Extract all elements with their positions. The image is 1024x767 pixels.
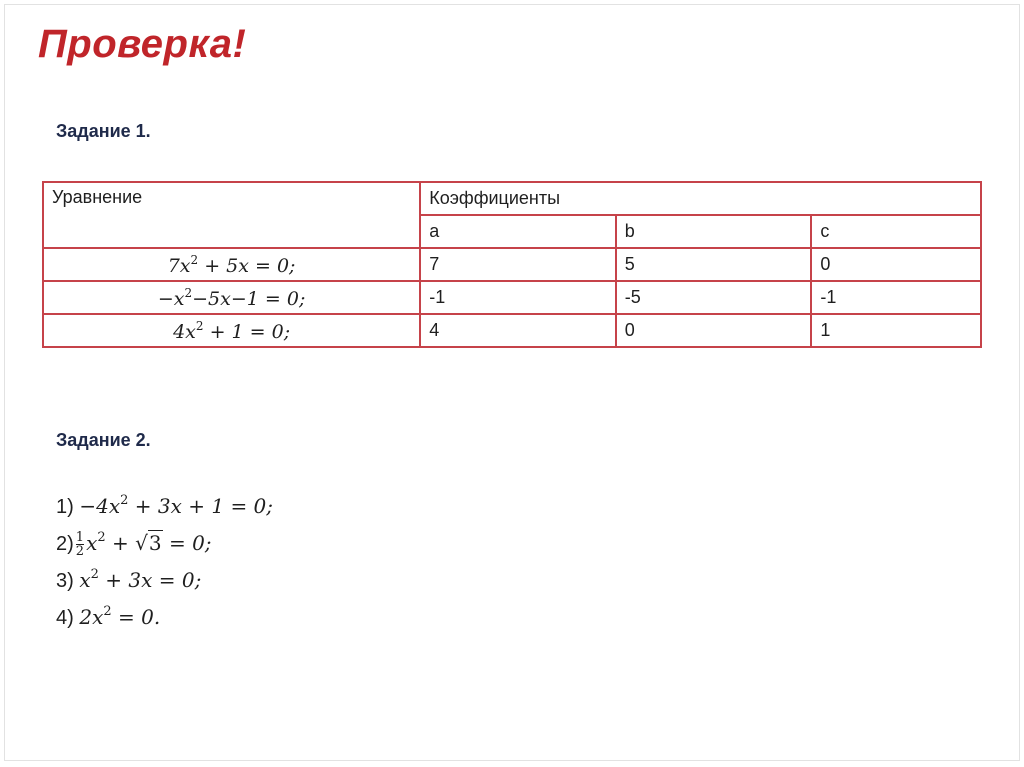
header-c: c [811, 215, 981, 248]
square-root: √3 [135, 531, 162, 555]
list-item [56, 484, 273, 521]
item-number: 4) [56, 607, 74, 629]
coef-c-cell: 1 [811, 314, 981, 347]
table-row [43, 314, 981, 347]
list-item [56, 521, 273, 558]
equation-cell: $7x^2 + 5x = 0$; [43, 248, 420, 281]
list-item [56, 595, 273, 632]
coef-a-cell: 4 [420, 314, 616, 347]
equation: $\frac{1}{2}$ $x^2 + √3 = 0$; [75, 530, 212, 559]
header-a: a [420, 215, 616, 248]
slide-frame [4, 4, 1020, 761]
table-row [43, 281, 981, 314]
task1-heading: Задание 1. [56, 121, 151, 141]
table-header-row [43, 182, 981, 215]
header-b: b [616, 215, 812, 248]
coef-b-cell: -5 [616, 281, 812, 314]
equation: $x^2 + 3x = 0$; [79, 567, 202, 592]
list-item [56, 558, 273, 595]
coef-c-cell: -1 [811, 281, 981, 314]
coef-b-cell: 0 [616, 314, 812, 347]
slide-title: Проверка! [38, 22, 247, 66]
header-equation: Уравнение [43, 182, 420, 248]
task2-equation-list [56, 484, 273, 632]
equation-cell: $-x^2-5x-1 = 0$; [43, 281, 420, 314]
coef-c-cell: 0 [811, 248, 981, 281]
item-number: 3) [56, 570, 74, 592]
table-row [43, 248, 981, 281]
task2-heading: Задание 2. [56, 430, 151, 450]
item-number: 2) [56, 533, 74, 555]
coef-b-cell: 5 [616, 248, 812, 281]
item-number: 1) [56, 496, 74, 518]
coef-a-cell: 7 [420, 248, 616, 281]
coefficients-table [42, 181, 982, 348]
coef-a-cell: -1 [420, 281, 616, 314]
equation: $-4x^2 + 3x + 1 = 0$; [79, 493, 274, 518]
equation: $2x^2 = 0$. [79, 604, 161, 629]
equation-cell: $4x^2 + 1 = 0$; [43, 314, 420, 347]
fraction: $\frac{1}{2}$ [75, 530, 85, 559]
header-coefficients: Коэффициенты [420, 182, 981, 215]
